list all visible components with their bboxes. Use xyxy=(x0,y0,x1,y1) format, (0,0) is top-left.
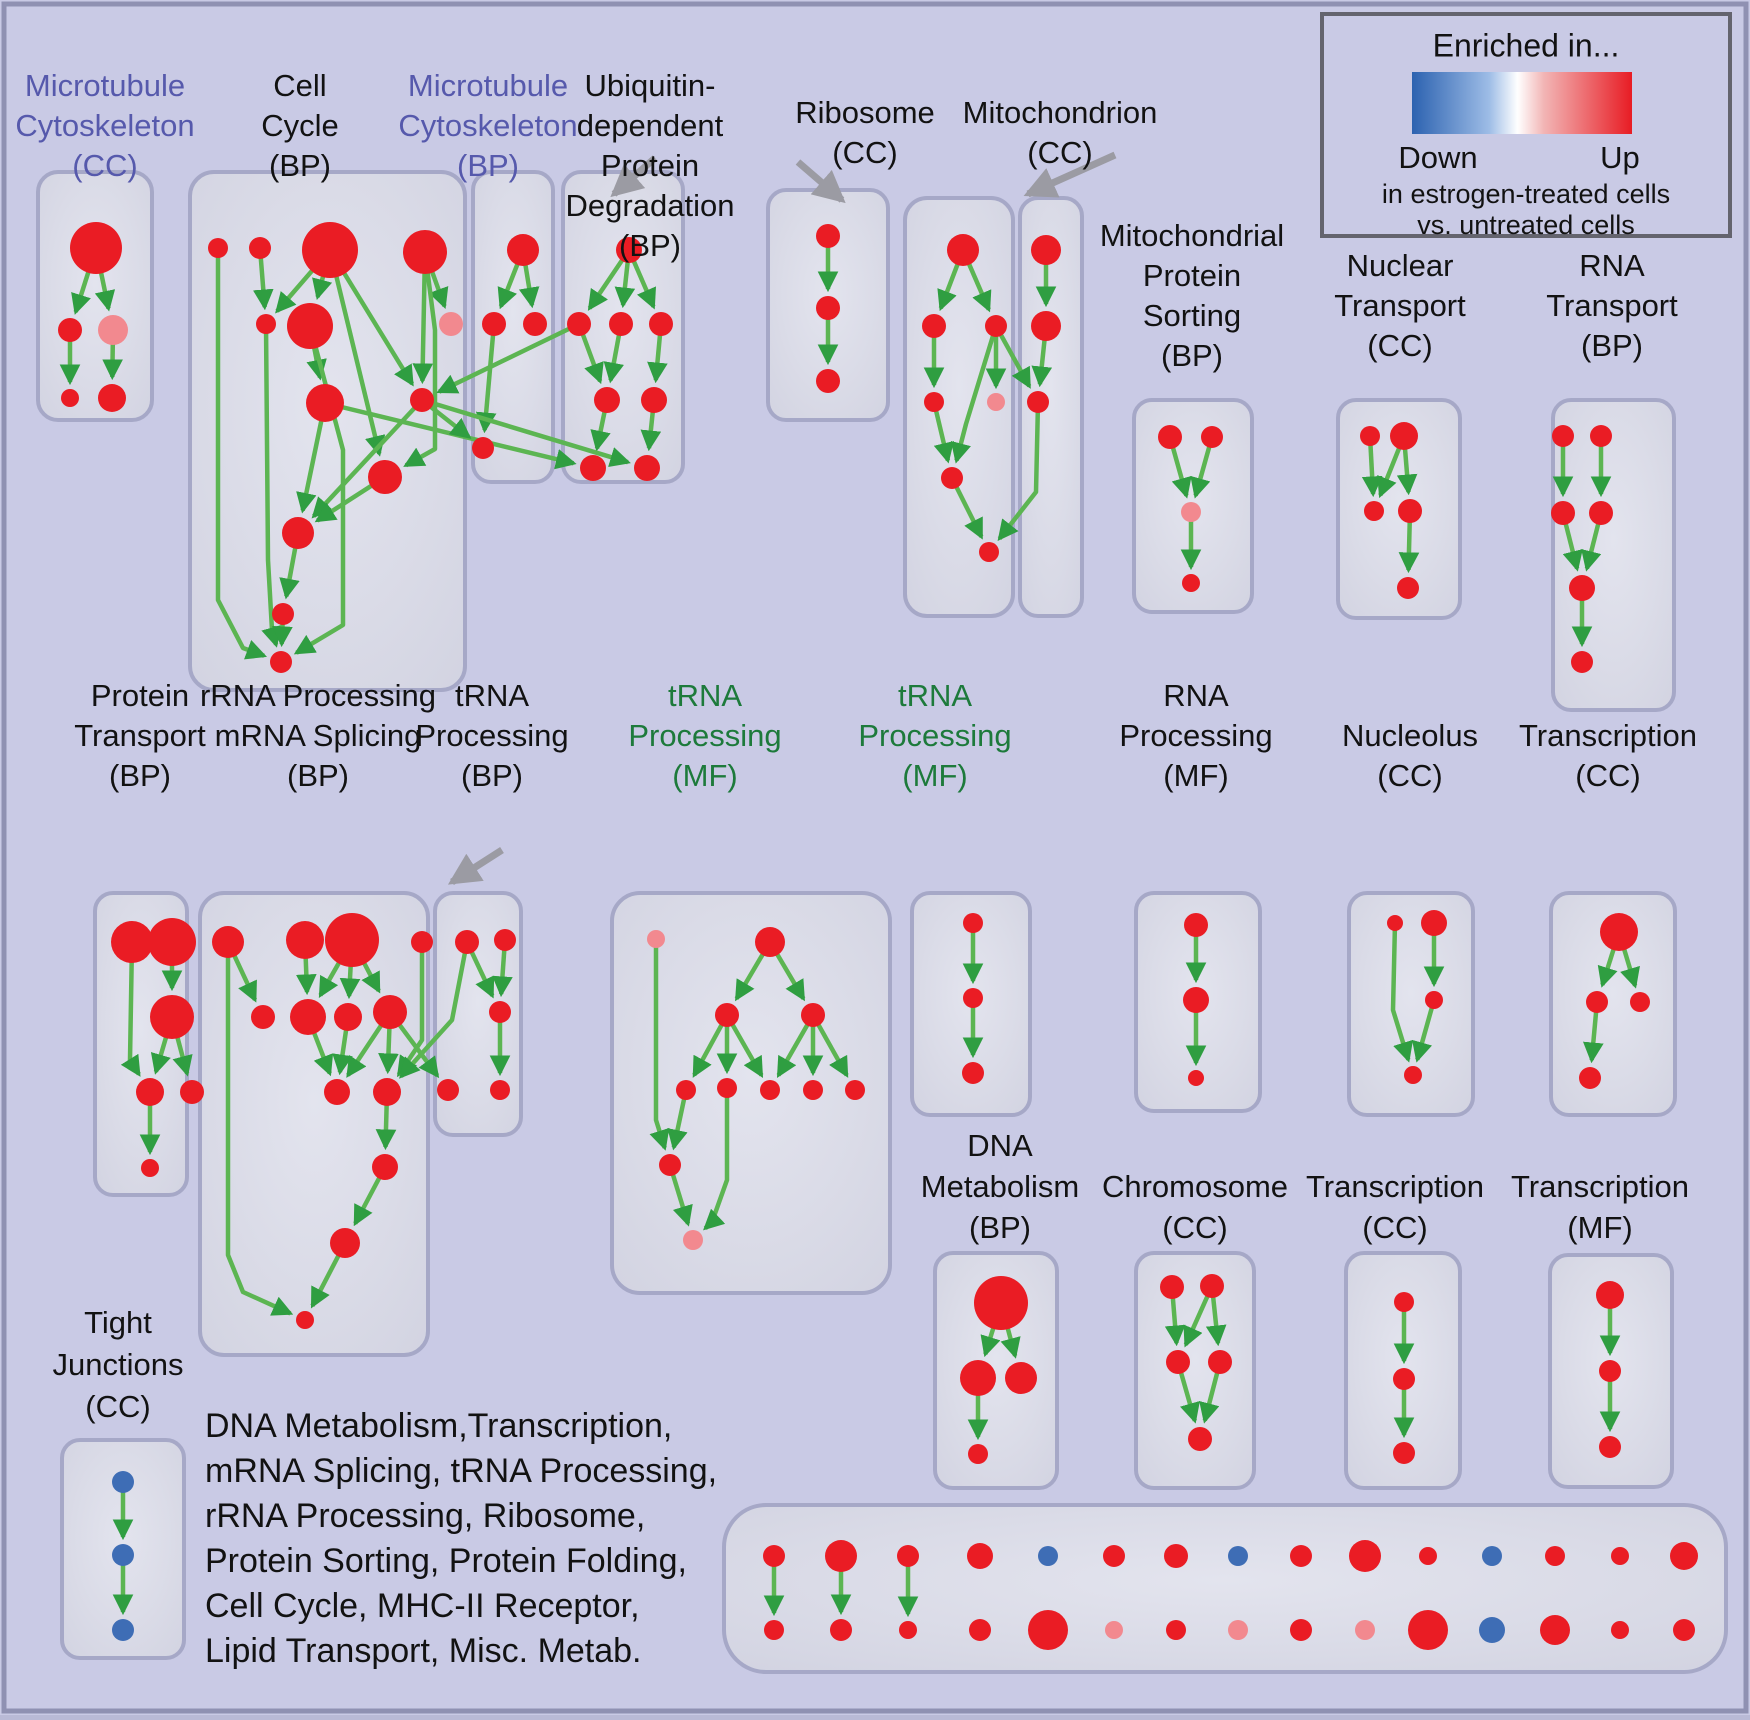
graph-node-cell_cycle-d xyxy=(403,230,447,274)
graph-node-cell_cycle-p xyxy=(439,312,463,336)
graph-node-chromosome-e xyxy=(1188,1427,1212,1451)
cluster-label-trna-processing-mf-big-line2: Processing xyxy=(628,718,782,754)
graph-node-cell_cycle-g xyxy=(306,384,344,422)
cluster-label-cell-cycle-line2: Cycle xyxy=(261,108,339,144)
graph-node-mps-b xyxy=(1201,426,1223,448)
graph-node-mt_cc-b xyxy=(58,318,82,342)
graph-node-ribosome-f xyxy=(979,542,999,562)
legend-gradient-bar xyxy=(1412,72,1632,134)
cluster-label-rna-processing-mf-line3: (MF) xyxy=(1163,758,1229,794)
footnote-line-2: mRNA Splicing, tRNA Processing, xyxy=(205,1451,718,1490)
graph-node-mt_bp-a xyxy=(507,234,539,266)
graph-node-trna_bp-b xyxy=(494,929,516,951)
graph-node-ubiq1-d xyxy=(649,312,673,336)
graph-node-trna_mf_big-s2 xyxy=(717,1078,737,1098)
graph-node-rrna-j xyxy=(373,1078,401,1106)
graph-node-mt_cc-c xyxy=(98,315,128,345)
cluster-label-rna-processing-mf-line1: RNA xyxy=(1163,678,1229,714)
cluster-label-transcription-cc-row3-line1: Transcription xyxy=(1305,1169,1485,1205)
graph-node-rrna-l xyxy=(330,1228,360,1258)
graph-node-ubiq2-b xyxy=(816,296,840,320)
graph-node-rrna-h xyxy=(373,995,407,1029)
graph-node-ubiq1-g xyxy=(580,455,606,481)
graph-node-pair-12-top xyxy=(1545,1546,1565,1566)
cluster-label-dna-metabolism-line3: (BP) xyxy=(969,1210,1031,1246)
graph-node-nucleolus-b xyxy=(1421,910,1447,936)
graph-node-trna_mf_small-c xyxy=(962,1062,984,1084)
cluster-label-mito-protein-sorting-line4: (BP) xyxy=(1161,338,1223,374)
graph-node-cell_cycle-b xyxy=(249,237,271,259)
cluster-label-ribosome-line1: Ribosome xyxy=(795,95,935,131)
cluster-label-transcription-cc-row2-line2: (CC) xyxy=(1575,758,1641,794)
cluster-label-ribosome-line2: (CC) xyxy=(832,135,898,171)
graph-node-transcription_cc3-c xyxy=(1393,1442,1415,1464)
graph-node-mt_bp-d xyxy=(472,437,494,459)
cluster-label-rna-transport-line3: (BP) xyxy=(1581,328,1643,364)
cluster-label-dna-metabolism-line1: DNA xyxy=(967,1128,1033,1164)
cluster-label-trna-processing-mf-small-line1: tRNA xyxy=(897,678,973,714)
graph-node-transcription_cc2-d xyxy=(1579,1067,1601,1089)
graph-node-pair-7-top xyxy=(1228,1546,1248,1566)
cluster-label-mito-protein-sorting-line2: Protein xyxy=(1142,258,1242,294)
graph-node-dna_met-c xyxy=(1005,1362,1037,1394)
graph-node-pair-11-bottom xyxy=(1479,1617,1505,1643)
cluster-label-trna-processing-mf-small-line3: (MF) xyxy=(902,758,968,794)
cluster-label-nucleolus-line2: (CC) xyxy=(1377,758,1443,794)
cluster-label-mitochondrion-line2: (CC) xyxy=(1027,135,1093,171)
legend-title: Enriched in... xyxy=(1432,27,1620,64)
graph-node-rrna-f xyxy=(290,999,326,1035)
graph-node-cell_cycle-a xyxy=(208,238,228,258)
graph-node-transcription_mf-c xyxy=(1599,1436,1621,1458)
graph-node-dna_met-a xyxy=(974,1276,1028,1330)
cluster-label-transcription-mf-line1: Transcription xyxy=(1510,1169,1690,1205)
cluster-label-mt-bp-line1: Microtubule xyxy=(407,68,569,104)
graph-node-rrna-i xyxy=(324,1079,350,1105)
graph-node-transcription_cc2-c xyxy=(1630,992,1650,1012)
graph-node-cell_cycle-f xyxy=(287,303,333,349)
graph-node-mps-c xyxy=(1182,574,1200,592)
cluster-label-chromosome-line2: (CC) xyxy=(1162,1210,1228,1246)
graph-node-pair-5-bottom xyxy=(1105,1621,1123,1639)
cluster-label-rrna-processing-line3: (BP) xyxy=(287,758,349,794)
graph-node-prot_trans-a xyxy=(111,921,153,963)
graph-node-pair-14-top xyxy=(1670,1542,1698,1570)
cluster-label-mt-cc-line1: Microtubule xyxy=(24,68,186,104)
cluster-label-rna-processing-mf-line2: Processing xyxy=(1119,718,1273,754)
graph-node-ribosome-c xyxy=(985,315,1007,337)
cluster-box-chromosome xyxy=(1136,1253,1254,1488)
graph-node-cell_cycle-j xyxy=(282,517,314,549)
graph-node-trna_mf_big-p1 xyxy=(647,930,665,948)
graph-node-pair-13-top xyxy=(1611,1547,1629,1565)
graph-node-mito-c xyxy=(1027,391,1049,413)
graph-node-prot_trans-d xyxy=(136,1078,164,1106)
legend-up-label: Up xyxy=(1600,140,1640,176)
cluster-label-protein-transport-line3: (BP) xyxy=(109,758,171,794)
cluster-label-nuclear-transport-line2: Transport xyxy=(1334,288,1466,324)
graph-node-ubiq1-f xyxy=(641,387,667,413)
graph-node-nucleolus-d xyxy=(1404,1066,1422,1084)
graph-node-rrna-m xyxy=(296,1311,314,1329)
graph-node-dna_met-d xyxy=(968,1444,988,1464)
graph-node-chromosome-d xyxy=(1208,1350,1232,1374)
graph-node-tight_junctions-c xyxy=(112,1619,134,1641)
graph-node-cell_cycle-l xyxy=(270,651,292,673)
graph-node-nuc_trans-c xyxy=(1364,501,1384,521)
graph-node-pair-8-bottom xyxy=(1290,1619,1312,1641)
cluster-label-dna-metabolism-line2: Metabolism xyxy=(920,1169,1080,1205)
cluster-label-transcription-mf-line2: (MF) xyxy=(1567,1210,1633,1246)
cluster-label-nuclear-transport-line1: Nuclear xyxy=(1346,248,1454,284)
graph-node-mps-a xyxy=(1158,425,1182,449)
graph-node-nucleolus-c xyxy=(1425,991,1443,1009)
graph-node-trna_mf_big-l xyxy=(715,1003,739,1027)
cluster-label-mt-cc-line2: Cytoskeleton xyxy=(15,108,195,144)
graph-node-ubiq1-h xyxy=(634,455,660,481)
graph-node-ubiq1-b xyxy=(567,312,591,336)
graph-node-mps-p xyxy=(1181,502,1201,522)
cluster-label-rna-transport-line1: RNA xyxy=(1579,248,1645,284)
graph-node-pair-8-top xyxy=(1290,1545,1312,1567)
graph-node-mt_cc-e xyxy=(98,384,126,412)
graph-node-pair-2-bottom xyxy=(899,1621,917,1639)
graph-node-trna_mf_small-b xyxy=(963,988,983,1008)
footnote-line-3: rRNA Processing, Ribosome, xyxy=(205,1496,646,1535)
graph-node-tight_junctions-a xyxy=(112,1471,134,1493)
cluster-label-trna-processing-mf-big-line3: (MF) xyxy=(672,758,738,794)
cluster-box-mt_cc xyxy=(38,172,152,420)
cluster-label-trna-processing-bp-line1: tRNA xyxy=(454,678,530,714)
graph-node-rrna-e xyxy=(251,1005,275,1029)
cluster-label-ubiquitin-line1: Ubiquitin- xyxy=(584,68,716,104)
footnote-line-4: Protein Sorting, Protein Folding, xyxy=(205,1541,687,1580)
cluster-label-protein-transport-line2: Transport xyxy=(74,718,206,754)
cluster-label-ubiquitin-line4: Degradation xyxy=(565,188,735,224)
graph-node-trna_mf_small-a xyxy=(963,913,983,933)
graph-node-transcription_mf-b xyxy=(1599,1360,1621,1382)
graph-node-mt_cc-a xyxy=(70,222,122,274)
cluster-label-mt-bp-line3: (BP) xyxy=(457,148,519,184)
cluster-label-ubiquitin-line5: (BP) xyxy=(619,228,681,264)
graph-node-rrna-c xyxy=(325,913,379,967)
graph-node-trna_bp-d xyxy=(437,1079,459,1101)
graph-node-cell_cycle-e xyxy=(256,314,276,334)
graph-node-pair-3-top xyxy=(967,1543,993,1569)
graph-node-chromosome-a xyxy=(1160,1275,1184,1299)
graph-node-transcription_cc2-b xyxy=(1586,991,1608,1013)
cluster-label-mt-cc-line3: (CC) xyxy=(72,148,138,184)
graph-node-ubiq1-e xyxy=(594,387,620,413)
graph-node-transcription_mf-a xyxy=(1596,1281,1624,1309)
graph-node-prot_trans-c xyxy=(150,995,194,1039)
graph-node-rna_trans-a xyxy=(1552,425,1574,447)
graph-node-rna_trans-e xyxy=(1569,575,1595,601)
cluster-label-trna-processing-bp-line2: Processing xyxy=(415,718,569,754)
cluster-label-protein-transport-line1: Protein xyxy=(90,678,190,714)
graph-node-trna_bp-a xyxy=(455,930,479,954)
graph-node-rrna-b xyxy=(286,921,324,959)
cluster-label-tight-junctions-line2: Junctions xyxy=(52,1347,184,1383)
graph-node-pair-9-top xyxy=(1349,1540,1381,1572)
cluster-label-chromosome-line1: Chromosome xyxy=(1101,1169,1289,1205)
cluster-label-transcription-cc-row2-line1: Transcription xyxy=(1518,718,1698,754)
cluster-label-mito-protein-sorting-line1: Mitochondrial xyxy=(1099,218,1285,254)
graph-node-ribosome-d xyxy=(924,392,944,412)
graph-node-mito-b xyxy=(1031,311,1061,341)
graph-node-pair-4-top xyxy=(1038,1546,1058,1566)
graph-node-ribosome-p xyxy=(987,393,1005,411)
graph-node-nucleolus-a xyxy=(1387,915,1403,931)
graph-node-prot_trans-e xyxy=(180,1080,204,1104)
footnote-line-1: DNA Metabolism,Transcription, xyxy=(205,1406,673,1445)
graph-node-rrna-g xyxy=(334,1003,362,1031)
graph-node-rna_proc_mf-a xyxy=(1184,913,1208,937)
graph-node-mt_cc-d xyxy=(61,389,79,407)
footnote-line-5: Cell Cycle, MHC-II Receptor, xyxy=(205,1586,640,1625)
legend-down-label: Down xyxy=(1398,140,1478,176)
cluster-label-nuclear-transport-line3: (CC) xyxy=(1367,328,1433,364)
graph-node-mt_bp-b xyxy=(482,312,506,336)
cluster-label-ubiquitin-line2: dependent xyxy=(576,108,724,144)
graph-node-dna_met-b xyxy=(960,1360,996,1396)
cluster-label-trna-processing-bp-line3: (BP) xyxy=(461,758,523,794)
graph-node-ribosome-e xyxy=(941,467,963,489)
graph-node-chromosome-b xyxy=(1200,1274,1224,1298)
graph-node-chromosome-c xyxy=(1166,1350,1190,1374)
legend-subtitle-2: vs. untreated cells xyxy=(1417,210,1635,241)
graph-node-trna_mf_big-s5 xyxy=(845,1080,865,1100)
graph-node-rna_trans-f xyxy=(1571,651,1593,673)
graph-node-pair-1-bottom xyxy=(830,1619,852,1641)
graph-node-trna_bp-e xyxy=(490,1080,510,1100)
graph-node-pair-12-bottom xyxy=(1540,1615,1570,1645)
bottom-shared-box xyxy=(724,1505,1726,1672)
graph-node-cell_cycle-h xyxy=(410,388,434,412)
graph-node-trna_mf_big-m xyxy=(659,1154,681,1176)
graph-node-prot_trans-b xyxy=(148,918,196,966)
graph-node-rna_trans-d xyxy=(1589,501,1613,525)
graph-node-pair-1-top xyxy=(825,1540,857,1572)
graph-node-ubiq1-c xyxy=(609,312,633,336)
graph-node-rrna-d xyxy=(411,931,433,953)
graph-node-pair-3-bottom xyxy=(969,1619,991,1641)
graph-node-rrna-a xyxy=(212,926,244,958)
graph-node-pair-0-bottom xyxy=(764,1620,784,1640)
graph-node-nuc_trans-a xyxy=(1360,426,1380,446)
graph-node-pair-0-top xyxy=(763,1545,785,1567)
graph-node-trna_mf_big-s4 xyxy=(803,1080,823,1100)
graph-node-transcription_cc3-b xyxy=(1393,1368,1415,1390)
cluster-label-mito-protein-sorting-line3: Sorting xyxy=(1142,298,1242,334)
cluster-label-rrna-processing-line1: rRNA Processing xyxy=(199,678,437,714)
graph-node-pair-5-top xyxy=(1103,1545,1125,1567)
graph-node-ribosome-b xyxy=(922,314,946,338)
cluster-label-cell-cycle-line1: Cell xyxy=(273,68,327,104)
legend xyxy=(1322,14,1730,240)
graph-node-mito-a xyxy=(1031,235,1061,265)
graph-node-cell_cycle-k xyxy=(272,603,294,625)
graph-node-transcription_cc3-a xyxy=(1394,1292,1414,1312)
graph-node-rna_trans-b xyxy=(1590,425,1612,447)
cluster-label-cell-cycle-line3: (BP) xyxy=(269,148,331,184)
graph-node-trna_mf_big-r xyxy=(801,1003,825,1027)
graph-node-trna_bp-c xyxy=(489,1001,511,1023)
graph-node-rna_proc_mf-b xyxy=(1183,987,1209,1013)
graph-node-pair-9-bottom xyxy=(1355,1620,1375,1640)
graph-node-cell_cycle-i xyxy=(368,460,402,494)
cluster-label-rrna-processing-line2: mRNA Splicing xyxy=(214,718,422,754)
graph-node-trna_mf_big-t xyxy=(755,927,785,957)
graph-node-nuc_trans-b xyxy=(1390,422,1418,450)
graph-node-pair-7-bottom xyxy=(1228,1620,1248,1640)
graph-node-pair-6-bottom xyxy=(1166,1620,1186,1640)
cluster-label-mt-bp-line2: Cytoskeleton xyxy=(398,108,578,144)
graph-node-pair-10-bottom xyxy=(1408,1610,1448,1650)
graph-node-ubiq2-c xyxy=(816,369,840,393)
cluster-label-transcription-cc-row3-line2: (CC) xyxy=(1362,1210,1428,1246)
graph-node-pair-2-top xyxy=(897,1545,919,1567)
graph-node-trna_mf_big-s3 xyxy=(760,1080,780,1100)
cluster-box-rrna xyxy=(200,893,428,1355)
graph-node-rna_trans-c xyxy=(1551,501,1575,525)
graph-node-pair-4-bottom xyxy=(1028,1610,1068,1650)
graph-node-ubiq2-a xyxy=(816,224,840,248)
graph-node-trna_mf_big-p2 xyxy=(683,1230,703,1250)
graph-node-nuc_trans-d xyxy=(1398,499,1422,523)
cluster-label-tight-junctions-line1: Tight xyxy=(84,1305,152,1341)
graph-node-rna_proc_mf-c xyxy=(1188,1070,1204,1086)
graph-node-pair-10-top xyxy=(1419,1547,1437,1565)
graph-node-prot_trans-f xyxy=(141,1159,159,1177)
graph-node-pair-6-top xyxy=(1164,1544,1188,1568)
graph-node-pair-14-bottom xyxy=(1673,1619,1695,1641)
footnote-line-6: Lipid Transport, Misc. Metab. xyxy=(205,1631,642,1670)
cluster-label-mitochondrion-line1: Mitochondrion xyxy=(962,95,1158,131)
cluster-label-trna-processing-mf-big-line1: tRNA xyxy=(667,678,743,714)
graph-node-ribosome-a xyxy=(947,234,979,266)
graph-node-trna_mf_big-s1 xyxy=(676,1080,696,1100)
legend-subtitle-1: in estrogen-treated cells xyxy=(1381,179,1671,210)
graph-node-pair-11-top xyxy=(1482,1546,1502,1566)
graph-node-mt_bp-c xyxy=(523,312,547,336)
cluster-label-tight-junctions-line3: (CC) xyxy=(85,1389,151,1425)
graph-node-cell_cycle-c xyxy=(302,222,358,278)
graph-node-pair-13-bottom xyxy=(1611,1621,1629,1639)
graph-node-nuc_trans-e xyxy=(1397,577,1419,599)
graph-node-transcription_cc2-a xyxy=(1600,913,1638,951)
graph-node-tight_junctions-b xyxy=(112,1544,134,1566)
graph-node-rrna-k xyxy=(372,1154,398,1180)
cluster-label-trna-processing-mf-small-line2: Processing xyxy=(858,718,1012,754)
cluster-label-rna-transport-line2: Transport xyxy=(1546,288,1678,324)
cluster-label-ubiquitin-line3: Protein xyxy=(600,148,700,184)
cluster-label-nucleolus-line1: Nucleolus xyxy=(1341,718,1479,754)
